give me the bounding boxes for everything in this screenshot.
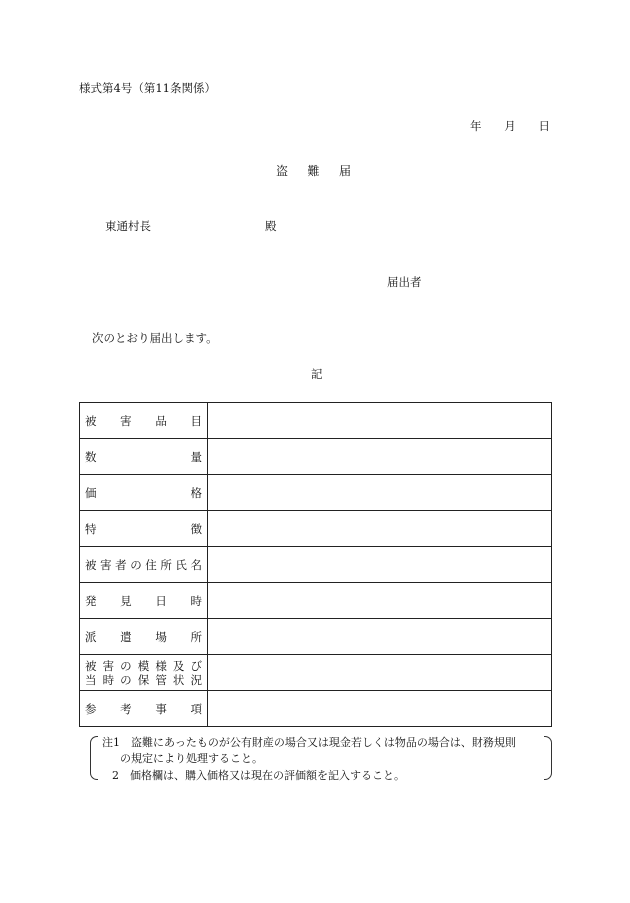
- label-char: 項: [190, 701, 202, 716]
- date-line: [470, 118, 550, 134]
- table-row: [80, 619, 552, 655]
- table-row: [80, 655, 552, 691]
- label-char: 参: [85, 701, 97, 716]
- label-char: 住: [145, 557, 157, 572]
- note-1-line-1: 注1 盗難にあったものが公有財産の場合又は現金若しくは物品の場合は、財務規則: [102, 736, 516, 749]
- label-char: 保: [137, 672, 150, 687]
- label-char: 徴: [190, 521, 202, 536]
- field-features[interactable]: [208, 511, 552, 547]
- label-char: 及: [172, 658, 185, 673]
- field-damage-storage-status[interactable]: [208, 655, 552, 691]
- label-char: 時: [102, 672, 115, 687]
- field-damaged-items[interactable]: [208, 403, 552, 439]
- table-row: [80, 547, 552, 583]
- intro-text: 次のとおり届出します。: [92, 331, 218, 345]
- form-number: 様式第4号（第11条関係）: [79, 81, 216, 95]
- label-char: 発: [85, 593, 97, 608]
- label-char: 遣: [120, 629, 132, 644]
- label-char: 見: [120, 593, 132, 608]
- label-char: 事: [155, 701, 167, 716]
- label-char: 価: [85, 485, 97, 500]
- label-char: の: [120, 658, 132, 673]
- date-day-label: 日: [538, 119, 550, 133]
- table-row: [80, 511, 552, 547]
- notifier-label: 届出者: [387, 275, 422, 289]
- title-char: 届: [338, 164, 351, 178]
- table-row: [80, 475, 552, 511]
- left-bracket: [90, 736, 98, 780]
- label-char: 害: [100, 557, 112, 572]
- row-label-price: [80, 475, 208, 511]
- label-char: 被: [85, 557, 97, 572]
- label-char: の: [130, 557, 142, 572]
- date-year-label: 年: [470, 119, 482, 133]
- form-table: [79, 402, 552, 727]
- label-char: 量: [190, 449, 202, 464]
- label-char: 特: [85, 521, 97, 536]
- label-char: 害: [102, 658, 115, 673]
- label-char: 被: [85, 413, 97, 428]
- row-label-features: [80, 511, 208, 547]
- label-char: 害: [120, 413, 132, 428]
- row-label-remarks: [80, 691, 208, 727]
- label-char: 所: [160, 557, 172, 572]
- label-char: 被: [85, 658, 97, 673]
- field-victim-address-name[interactable]: [208, 547, 552, 583]
- row-label-victim-address-name: [80, 547, 208, 583]
- row-label-damaged-items: [80, 403, 208, 439]
- table-row: [80, 583, 552, 619]
- label-char: 派: [85, 629, 97, 644]
- row-label-damage-storage-status: [80, 655, 208, 691]
- label-char: 格: [190, 485, 202, 500]
- label-char: 日: [155, 593, 167, 608]
- row-label-discovery-datetime: [80, 583, 208, 619]
- table-row: [80, 691, 552, 727]
- label-char: 考: [120, 701, 132, 716]
- field-remarks[interactable]: [208, 691, 552, 727]
- label-char: 目: [190, 413, 202, 428]
- label-char: の: [120, 672, 132, 687]
- notes-section: [90, 734, 552, 782]
- note-1-line-2: の規定により処理すること。: [120, 752, 263, 765]
- table-row: [80, 439, 552, 475]
- label-char: 者: [115, 557, 127, 572]
- title-char: 難: [307, 164, 320, 178]
- row-label-quantity: [80, 439, 208, 475]
- label-char: 品: [155, 413, 167, 428]
- addressee-name: 東通村長: [105, 219, 151, 233]
- row-label-dispatch-location: [80, 619, 208, 655]
- label-char: 氏: [175, 557, 187, 572]
- ki-label: 記: [311, 367, 323, 381]
- document-title: [276, 162, 351, 179]
- title-char: 盗: [276, 164, 289, 178]
- note-2: 2 価格欄は、購入価格又は現在の評価額を記入すること。: [112, 769, 405, 782]
- label-char: 数: [85, 449, 97, 464]
- label-char: 当: [85, 672, 97, 687]
- label-char: 様: [155, 658, 167, 673]
- label-char: 況: [190, 672, 202, 687]
- field-quantity[interactable]: [208, 439, 552, 475]
- field-dispatch-location[interactable]: [208, 619, 552, 655]
- label-char: 時: [190, 593, 202, 608]
- label-char: 状: [172, 672, 185, 687]
- label-char: 模: [137, 658, 150, 673]
- table-row: [80, 403, 552, 439]
- label-char: 管: [155, 672, 167, 687]
- label-char: 場: [155, 629, 167, 644]
- date-month-label: 月: [504, 119, 516, 133]
- label-char: び: [190, 658, 202, 673]
- addressee-honorific: 殿: [265, 219, 277, 233]
- label-char: 所: [190, 629, 202, 644]
- field-price[interactable]: [208, 475, 552, 511]
- right-bracket: [544, 736, 552, 780]
- label-char: 名: [190, 557, 202, 572]
- field-discovery-datetime[interactable]: [208, 583, 552, 619]
